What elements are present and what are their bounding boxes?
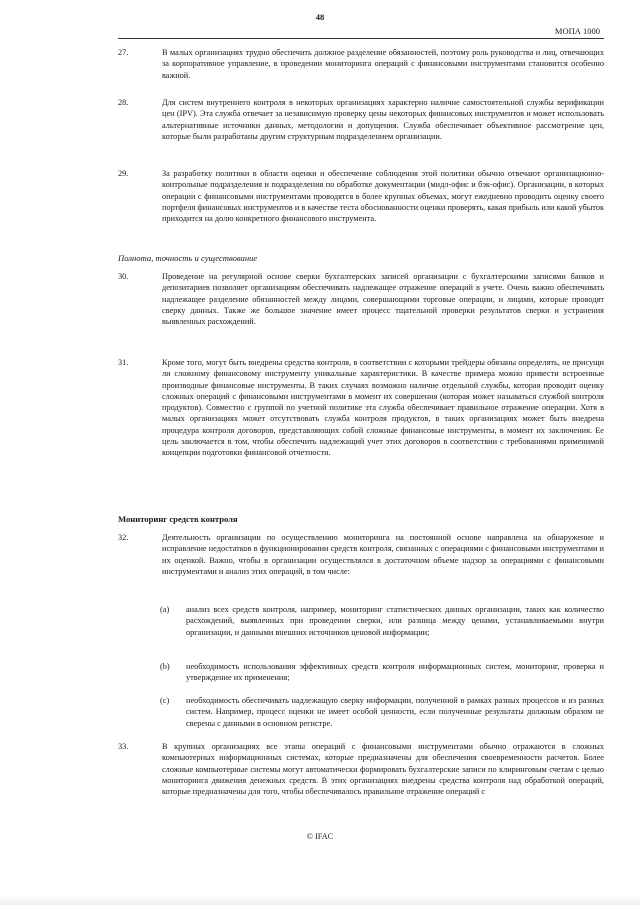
list-item-text: анализ всех средств контроля, например, мониторинг статистических данных организации, таких как количество расхождений, выявленных при проведении сверки, или разница между ценами, устанавливаемыми внутри организации, и данными внешних источников ценовой информации; — [186, 605, 604, 637]
paragraph-number: 32. — [118, 533, 129, 542]
list-item-b — [160, 661, 604, 684]
header-rule — [118, 38, 604, 39]
list-item-c — [160, 695, 604, 729]
paragraph-number: 28. — [118, 98, 129, 107]
paragraph-text: Проведение на регулярной основе сверки бухгалтерских записей организации с бухгалтерскими записями банков и депозитариев позволяет организациям обеспечивать надлежащее отражение операций в учете. Очень важно обеспечивать надлежащее разделение обязанностей между лицами, совершающими торговые операции, и лицами, которые проводят сверку данных. Также же большое значение имеет процесс тщательной проверки результатов сверки и устранения выявленных расхождений. — [162, 272, 604, 327]
scan-edge — [0, 895, 640, 905]
paragraph-number: 31. — [118, 358, 129, 367]
paragraph-29 — [118, 168, 604, 224]
paragraph-text: Кроме того, могут быть внедрены средства контроля, в соответствии с которыми трейдеры обязаны определять, не присущи ли сложному финансовому инструменту уникальные характеристики. В качестве примера можно привести встроенные производные финансовые инструменты. В таких случаях возможно наличие отдельной службы, которая проводит оценку сложных операций с финансовыми инструментами в момент их совершения (которая может называться службой контроля продуктов). Совместно с группой по учетной политике эта служба обеспечивает правильное отражение операции. Хотя в малых организациях может отсутствовать служба контроля продуктов, в таких организациях может быть внедрена процедура контроля договоров, представляющих собой сложные финансовые инструменты, в момент их заключения. Ее цель заключается в том, чтобы обеспечить надлежащий учет этих договоров в соответствии с требованиями применимой концепции подготовки финансовой отчетности. — [162, 358, 604, 458]
list-item-a — [160, 604, 604, 638]
paragraph-number: 27. — [118, 48, 129, 57]
paragraph-27 — [118, 47, 604, 81]
list-item-marker: (b) — [160, 662, 170, 671]
list-item-marker: (a) — [160, 605, 170, 614]
paragraph-31 — [118, 357, 604, 459]
paragraph-text: Деятельность организации по осуществлению мониторинга на постоянной основе направлена на обнаружение и исправление недостатков в функционировании средств контроля, связанных с операциями с финансовыми инструментами и их оценкой. Важно, чтобы в организации осуществлялся в достаточном объеме надзор за операциями с финансовыми инструментами и анализ этих операций, в том числе: — [162, 533, 604, 576]
paragraph-text: В крупных организациях все этапы операций с финансовыми инструментами обычно отражаются в сложных компьютерных информационных системах, которые предназначены для обеспечения своевременности расчетов. Более сложные компьютерные системы могут автоматически формировать бухгалтерские записи по клиринговым счетам с целью мониторинга движения денежных средств. В этих организациях внедрены средства контроля над обработкой операций, которые предназначены для того, чтобы обеспечивалось правильное отражение операций с — [162, 742, 604, 797]
paragraph-number: 29. — [118, 169, 129, 178]
list-item-text: необходимость обеспечивать надлежащую сверку информации, полученной в рамках разных процессов и из разных систем. Например, процесс оценки не имеет особой ценности, если полученные результаты должным образом не сверены с данными в основном регистре. — [186, 696, 604, 728]
document-code: МОПА 1000 — [554, 26, 600, 36]
paragraph-number: 30. — [118, 272, 129, 281]
paragraph-30 — [118, 271, 604, 327]
list-item-marker: (c) — [160, 696, 170, 705]
section-title-completeness: Полнота, точность и существование — [118, 253, 258, 263]
footer-copyright: © IFAC — [306, 832, 334, 841]
page-number: 48 — [315, 12, 325, 22]
paragraph-number: 33. — [118, 742, 129, 751]
list-item-text: необходимость использования эффективных средств контроля информационных систем, мониторинг, проверка и утверждение их применения; — [186, 662, 604, 683]
section-title-monitoring: Мониторинг средств контроля — [118, 514, 238, 524]
paragraph-28 — [118, 97, 604, 142]
paragraph-text: Для систем внутреннего контроля в некоторых организациях характерно наличие самостоятельной службы верификации цен (IPV). Эта служба отвечает за независимую проверку цены некоторых финансовых инструментов и может использовать альтернативные источники данных, методологии и допущения. Служба обеспечивает объективное рассмотрение цен, которые были разработаны другим структурным подразделением организации. — [162, 98, 604, 141]
paragraph-text: За разработку политики в области оценки и обеспечение соблюдения этой политики обычно отвечают организационно-контрольные подразделения и подразделения по обработке документации (мидл-офис и бэк-офис). Организации, в которых операции с финансовыми инструментами проводятся в более крупных объемах, могут ежедневно проводить оценку своего портфеля финансовых инструментов и в качестве теста обоснованности оценки проверять, какая прибыль или какой убыток приходится на долю конкретного финансового инструмента. — [162, 169, 604, 224]
paragraph-32 — [118, 532, 604, 577]
paragraph-33 — [118, 741, 604, 797]
paragraph-text: В малых организациях трудно обеспечить должное разделение обязанностей, поэтому роль руководства и лиц, отвечающих за корпоративное управление, в проведении мониторинга операций с финансовыми инструментами становится особенно важной. — [162, 48, 604, 80]
